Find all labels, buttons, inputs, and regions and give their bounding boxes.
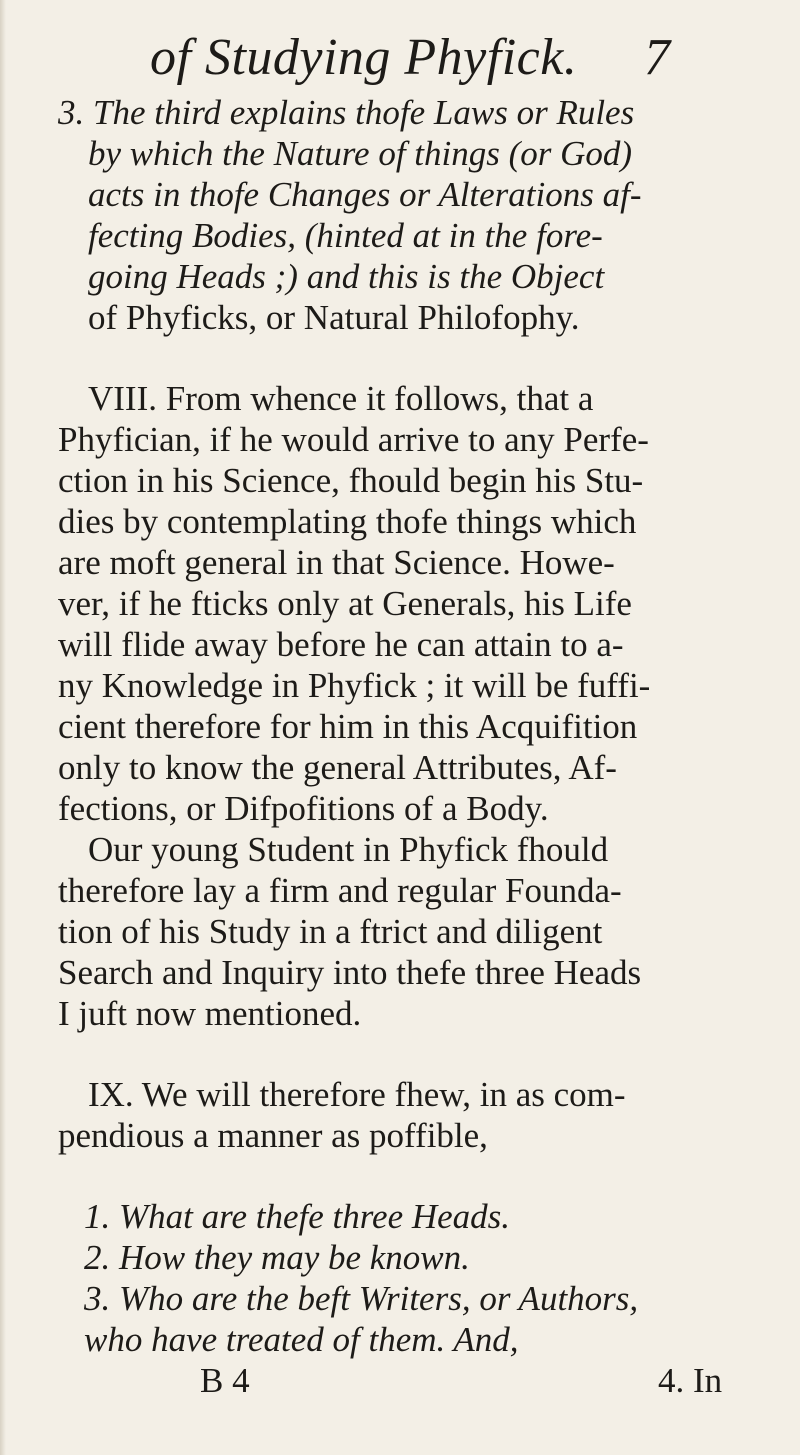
- text-line: I juft now mentioned.: [58, 994, 362, 1033]
- text-line: fecting Bodies, (hinted at in the fore-: [88, 216, 603, 255]
- text-line: acts in thofe Changes or Alterations af-: [88, 175, 642, 214]
- list-item: 1. What are thefe three Heads.: [84, 1197, 511, 1236]
- paragraph-section-ix: [58, 1074, 773, 1156]
- text-line: will flide away before he can attain to a-: [58, 625, 624, 664]
- text-line: pendious a manner as poffible,: [58, 1116, 488, 1155]
- text-line: are moft general in that Science. Howe-: [58, 543, 615, 582]
- paragraph-section-viii: [58, 378, 773, 1034]
- text-line: VIII. From whence it follows, that a: [88, 379, 594, 418]
- enumerated-list: [58, 1196, 773, 1360]
- text-line: dies by contemplating thofe things which: [58, 502, 637, 541]
- text-line: Our young Student in Phyfick fhould: [88, 830, 609, 869]
- text-line: ver, if he fticks only at Generals, his Life: [58, 584, 632, 623]
- text-line: only to know the general Attributes, Af-: [58, 748, 617, 787]
- page-gutter-shadow: [0, 0, 6, 1455]
- text-line: going Heads ;) and this is the Object: [88, 257, 605, 296]
- running-head-title: of Studying Phyfick.: [150, 29, 578, 86]
- text-line: by which the Nature of things (or God): [88, 134, 633, 173]
- text-line: ction in his Science, fhould begin his Stu-: [58, 461, 644, 500]
- text-line: Search and Inquiry into thefe three Heads: [58, 953, 642, 992]
- text-line: ny Knowledge in Phyfick ; it will be fuffi-: [58, 666, 651, 705]
- running-head: [150, 28, 670, 88]
- page-number: 7: [644, 29, 670, 86]
- text-line: therefore lay a firm and regular Founda-: [58, 871, 622, 910]
- text-line: fections, or Difpofitions of a Body.: [58, 789, 549, 828]
- list-item: 3. Who are the beft Writers, or Authors,: [84, 1279, 639, 1318]
- page-footer: [58, 1360, 773, 1401]
- list-item-continuation: who have treated of them. And,: [84, 1320, 519, 1359]
- text-line: Phyfician, if he would arrive to any Perfe-: [58, 420, 649, 459]
- catchword: 4. In: [658, 1361, 723, 1400]
- text-line: IX. We will therefore fhew, in as com-: [88, 1075, 626, 1114]
- page-body: [58, 92, 773, 1401]
- text-line: tion of his Study in a ftrict and diligent: [58, 912, 603, 951]
- text-line: cient therefore for him in this Acquifition: [58, 707, 638, 746]
- paragraph-section-3: [58, 92, 773, 338]
- signature-mark: B 4: [200, 1361, 250, 1400]
- text-line: of Phyficks, or Natural Philofophy.: [88, 298, 580, 337]
- list-item: 2. How they may be known.: [84, 1238, 470, 1277]
- text-line: 3. The third explains thofe Laws or Rules: [58, 93, 635, 132]
